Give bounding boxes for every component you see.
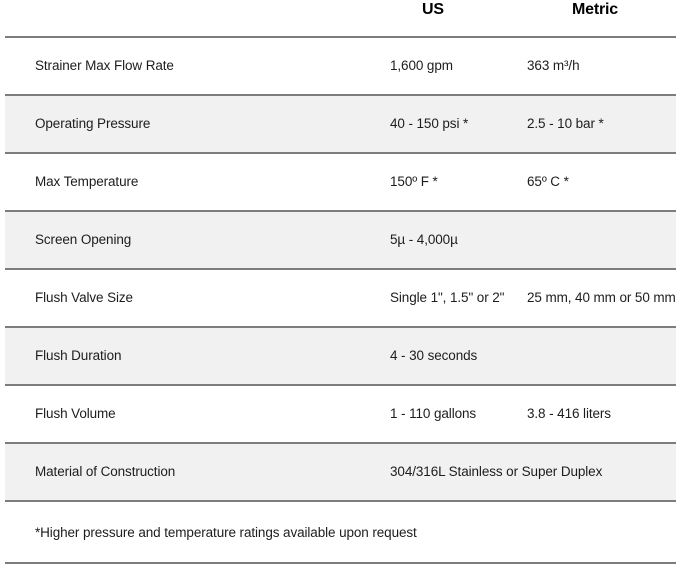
row-label: Screen Opening — [35, 231, 132, 247]
us-value: 5µ - 4,000µ — [390, 231, 458, 247]
row-label: Flush Duration — [35, 347, 122, 363]
row-label: Flush Valve Size — [35, 289, 133, 305]
us-value: 40 - 150 psi * — [390, 115, 469, 131]
row-label: Operating Pressure — [35, 115, 151, 131]
table-row-flush-duration — [5, 328, 676, 386]
row-label: Material of Construction — [35, 463, 176, 479]
us-value: 1,600 gpm — [390, 57, 453, 73]
table-row-max-temperature — [5, 154, 676, 212]
table-row-flush-volume — [5, 386, 676, 444]
table-row-flush-valve-size — [5, 270, 676, 328]
metric-value: 2.5 - 10 bar * — [527, 115, 604, 131]
metric-value: 25 mm, 40 mm or 50 mm — [527, 289, 676, 305]
table-header-row — [5, 0, 676, 38]
row-label: Strainer Max Flow Rate — [35, 57, 174, 73]
footnote-row — [5, 502, 676, 564]
metric-value: 65º C * — [527, 173, 569, 189]
us-value: 304/316L Stainless or Super Duplex — [390, 463, 603, 479]
row-label: Flush Volume — [35, 405, 116, 421]
header-empty — [5, 0, 390, 1]
metric-value: 363 m³/h — [527, 57, 580, 73]
footnote: *Higher pressure and temperature ratings available upon request — [35, 524, 417, 540]
row-label: Max Temperature — [35, 173, 139, 189]
metric-value: 3.8 - 416 liters — [527, 405, 611, 421]
us-value: 150º F * — [390, 173, 438, 189]
spec-table — [5, 0, 676, 564]
header-us: US — [422, 1, 444, 18]
table-row-strainer-max-flow-rate — [5, 38, 676, 96]
table-row-material-of-construction — [5, 444, 676, 502]
table-row-screen-opening — [5, 212, 676, 270]
us-value: 4 - 30 seconds — [390, 347, 478, 363]
us-value: 1 - 110 gallons — [390, 405, 477, 421]
us-value: Single 1", 1.5" or 2" — [390, 289, 505, 305]
table-row-operating-pressure — [5, 96, 676, 154]
header-metric: Metric — [572, 1, 618, 18]
